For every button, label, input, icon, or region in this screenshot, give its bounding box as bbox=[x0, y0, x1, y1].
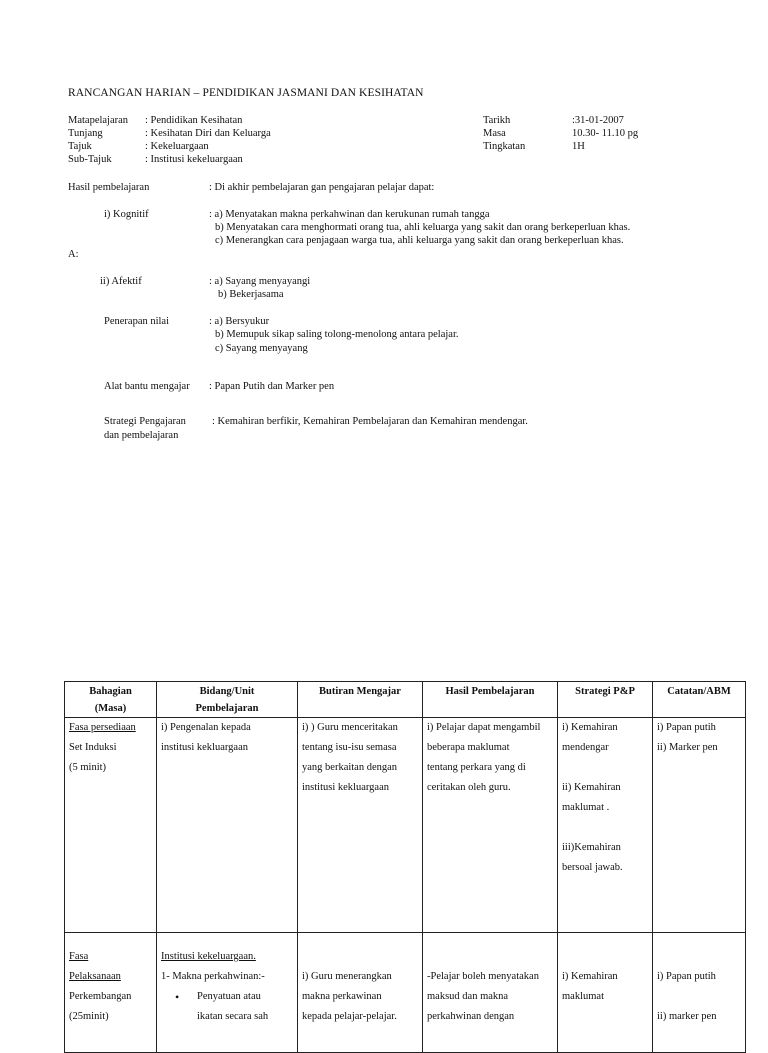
cell-butiran bbox=[298, 718, 423, 933]
strategi-label-2: dan pembelajaran bbox=[104, 430, 179, 441]
cell-text: i) Guru menerangkan bbox=[302, 971, 392, 982]
cell-text: i) Papan putih bbox=[657, 971, 716, 982]
alat-value: : Papan Putih dan Marker pen bbox=[209, 381, 335, 392]
cell-bahagian bbox=[65, 718, 157, 933]
cell-text: kepada pelajar-pelajar. bbox=[302, 1011, 397, 1022]
strategi-value: : Kemahiran berfikir, Kemahiran Pembelajaran dan Kemahiran mendengar. bbox=[212, 416, 528, 427]
meta-value-matapelajaran: : Pendidikan Kesihatan bbox=[145, 115, 243, 126]
header-bidang bbox=[157, 682, 298, 718]
cell-bidang bbox=[157, 718, 298, 933]
stray-label: A: bbox=[68, 249, 79, 260]
kognitif-item-a: : a) Menyatakan makna perkahwinan dan kerukunan rumah tangga bbox=[209, 209, 490, 220]
header-text: Pembelajaran bbox=[195, 703, 259, 714]
cell-butiran bbox=[298, 933, 423, 1053]
meta-label-tajuk: Tajuk bbox=[68, 141, 92, 152]
hasil-value: : Di akhir pembelajaran gan pengajaran pelajar dapat: bbox=[209, 182, 435, 193]
alat-label: Alat bantu mengajar bbox=[104, 381, 190, 392]
cell-text: (25minit) bbox=[69, 1011, 109, 1022]
cell-text: Fasa persediaan bbox=[69, 722, 136, 733]
meta-value-tajuk: : Kekeluargaan bbox=[145, 141, 209, 152]
cell-text: ceritakan oleh guru. bbox=[427, 782, 511, 793]
header-bahagian bbox=[65, 682, 157, 718]
cell-bullet-text: • Penyatuan atau bbox=[161, 987, 293, 1007]
table-row bbox=[65, 933, 746, 1053]
cell-text: institusi kekluargaan bbox=[161, 742, 248, 753]
table-row bbox=[65, 718, 746, 933]
nilai-item-a: : a) Bersyukur bbox=[209, 316, 270, 327]
meta-label-tunjang: Tunjang bbox=[68, 128, 103, 139]
header-text: Bahagian bbox=[89, 686, 132, 697]
meta-label-subtajuk: Sub-Tajuk bbox=[68, 154, 112, 165]
header-text: Catatan/ABM bbox=[667, 686, 731, 697]
cell-text: ii) marker pen bbox=[657, 1011, 717, 1022]
cell-text: -Pelajar boleh menyatakan bbox=[427, 971, 539, 982]
header-text: Strategi P&P bbox=[575, 686, 635, 697]
cell-catatan bbox=[653, 718, 746, 933]
cell-text: i) Papan putih bbox=[657, 722, 716, 733]
header-text: Butiran Mengajar bbox=[319, 686, 401, 697]
header-strategi bbox=[558, 682, 653, 718]
cell-text: ii) Marker pen bbox=[657, 742, 718, 753]
cell-strategi bbox=[558, 718, 653, 933]
cell-text: maksud dan makna bbox=[427, 991, 509, 1002]
cell-text: tentang isu-isu semasa bbox=[302, 742, 397, 753]
cell-text: tentang perkara yang di bbox=[427, 762, 526, 773]
header-butiran bbox=[298, 682, 423, 718]
nilai-item-c: c) Sayang menyayang bbox=[215, 343, 308, 354]
cell-text: Institusi kekeluargaan. bbox=[161, 951, 256, 962]
spacer bbox=[657, 987, 741, 1007]
spacer bbox=[562, 758, 648, 778]
table-header-row bbox=[65, 682, 746, 718]
kognitif-item-b: b) Menyatakan cara menghormati orang tua, ahli keluarga yang sakit dan orang berkeperluan khas. bbox=[215, 222, 631, 233]
kognitif-label: i) Kognitif bbox=[104, 209, 149, 220]
meta-label-tarikh: Tarikh bbox=[483, 115, 511, 126]
kognitif-item-c: c) Menerangkan cara penjagaan warga tua, ahli keluarga yang sakit dan orang berkeperluan khas. bbox=[215, 235, 624, 246]
cell-text: ikatan secara sah bbox=[197, 1011, 269, 1022]
afektif-item-b: b) Bekerjasama bbox=[218, 289, 284, 300]
cell-text: Perkembangan bbox=[69, 991, 132, 1002]
meta-value-masa: 10.30- 11.10 pg bbox=[572, 128, 639, 139]
cell-text: i) Pelajar dapat mengambil bbox=[427, 722, 541, 733]
meta-value-tunjang: : Kesihatan Diri dan Keluarga bbox=[145, 128, 271, 139]
header-text: Bidang/Unit bbox=[199, 686, 255, 697]
cell-text: Set Induksi bbox=[69, 742, 117, 753]
cell-text: yang berkaitan dengan bbox=[302, 762, 398, 773]
meta-value-tarikh: :31-01-2007 bbox=[572, 115, 624, 126]
cell-text: i) ) Guru menceritakan bbox=[302, 722, 398, 733]
cell-text: maklumat . bbox=[562, 802, 610, 813]
cell-bahagian bbox=[65, 933, 157, 1053]
meta-label-masa: Masa bbox=[483, 128, 506, 139]
cell-text: 1- Makna perkahwinan:- bbox=[161, 971, 265, 982]
meta-value-tingkatan: 1H bbox=[572, 141, 585, 152]
lesson-plan-table bbox=[64, 681, 746, 1053]
meta-label-tingkatan: Tingkatan bbox=[483, 141, 526, 152]
nilai-item-b: b) Memupuk sikap saling tolong-menolong antara pelajar. bbox=[215, 329, 459, 340]
meta-value-subtajuk: : Institusi kekeluargaan bbox=[145, 154, 243, 165]
cell-text: i) Pengenalan kepada bbox=[161, 722, 251, 733]
cell-text: (5 minit) bbox=[69, 762, 107, 773]
cell-text: i) Kemahiran bbox=[562, 971, 618, 982]
cell-text: iii)Kemahiran bbox=[562, 842, 621, 853]
cell-text: Fasa bbox=[69, 951, 89, 962]
cell-text: i) Kemahiran bbox=[562, 722, 618, 733]
cell-hasil bbox=[423, 933, 558, 1053]
meta-label-matapelajaran: Matapelajaran bbox=[68, 115, 129, 126]
cell-catatan bbox=[653, 933, 746, 1053]
nilai-label: Penerapan nilai bbox=[104, 316, 170, 327]
cell-text: makna perkawinan bbox=[302, 991, 382, 1002]
cell-text: bersoal jawab. bbox=[562, 862, 623, 873]
header-text: (Masa) bbox=[94, 703, 127, 714]
cell-text: perkahwinan dengan bbox=[427, 1011, 515, 1022]
cell-hasil bbox=[423, 718, 558, 933]
hasil-label: Hasil pembelajaran bbox=[68, 182, 150, 193]
cell-strategi bbox=[558, 933, 653, 1053]
document-title: RANCANGAN HARIAN – PENDIDIKAN JASMANI DAN KESIHATAN bbox=[68, 87, 424, 99]
spacer bbox=[562, 818, 648, 838]
cell-text: maklumat bbox=[562, 991, 604, 1002]
cell-text: beberapa maklumat bbox=[427, 742, 510, 753]
header-text: Hasil Pembelajaran bbox=[445, 686, 535, 697]
cell-text: Pelaksanaan bbox=[69, 971, 121, 982]
cell-text: ii) Kemahiran bbox=[562, 782, 621, 793]
afektif-item-a: : a) Sayang menyayangi bbox=[209, 276, 311, 287]
afektif-label: ii) Afektif bbox=[100, 276, 142, 287]
strategi-label: Strategi Pengajaran bbox=[104, 416, 186, 427]
header-catatan bbox=[653, 682, 746, 718]
cell-text: institusi kekluargaan bbox=[302, 782, 389, 793]
header-hasil bbox=[423, 682, 558, 718]
cell-bidang bbox=[157, 933, 298, 1053]
cell-text: mendengar bbox=[562, 742, 609, 753]
